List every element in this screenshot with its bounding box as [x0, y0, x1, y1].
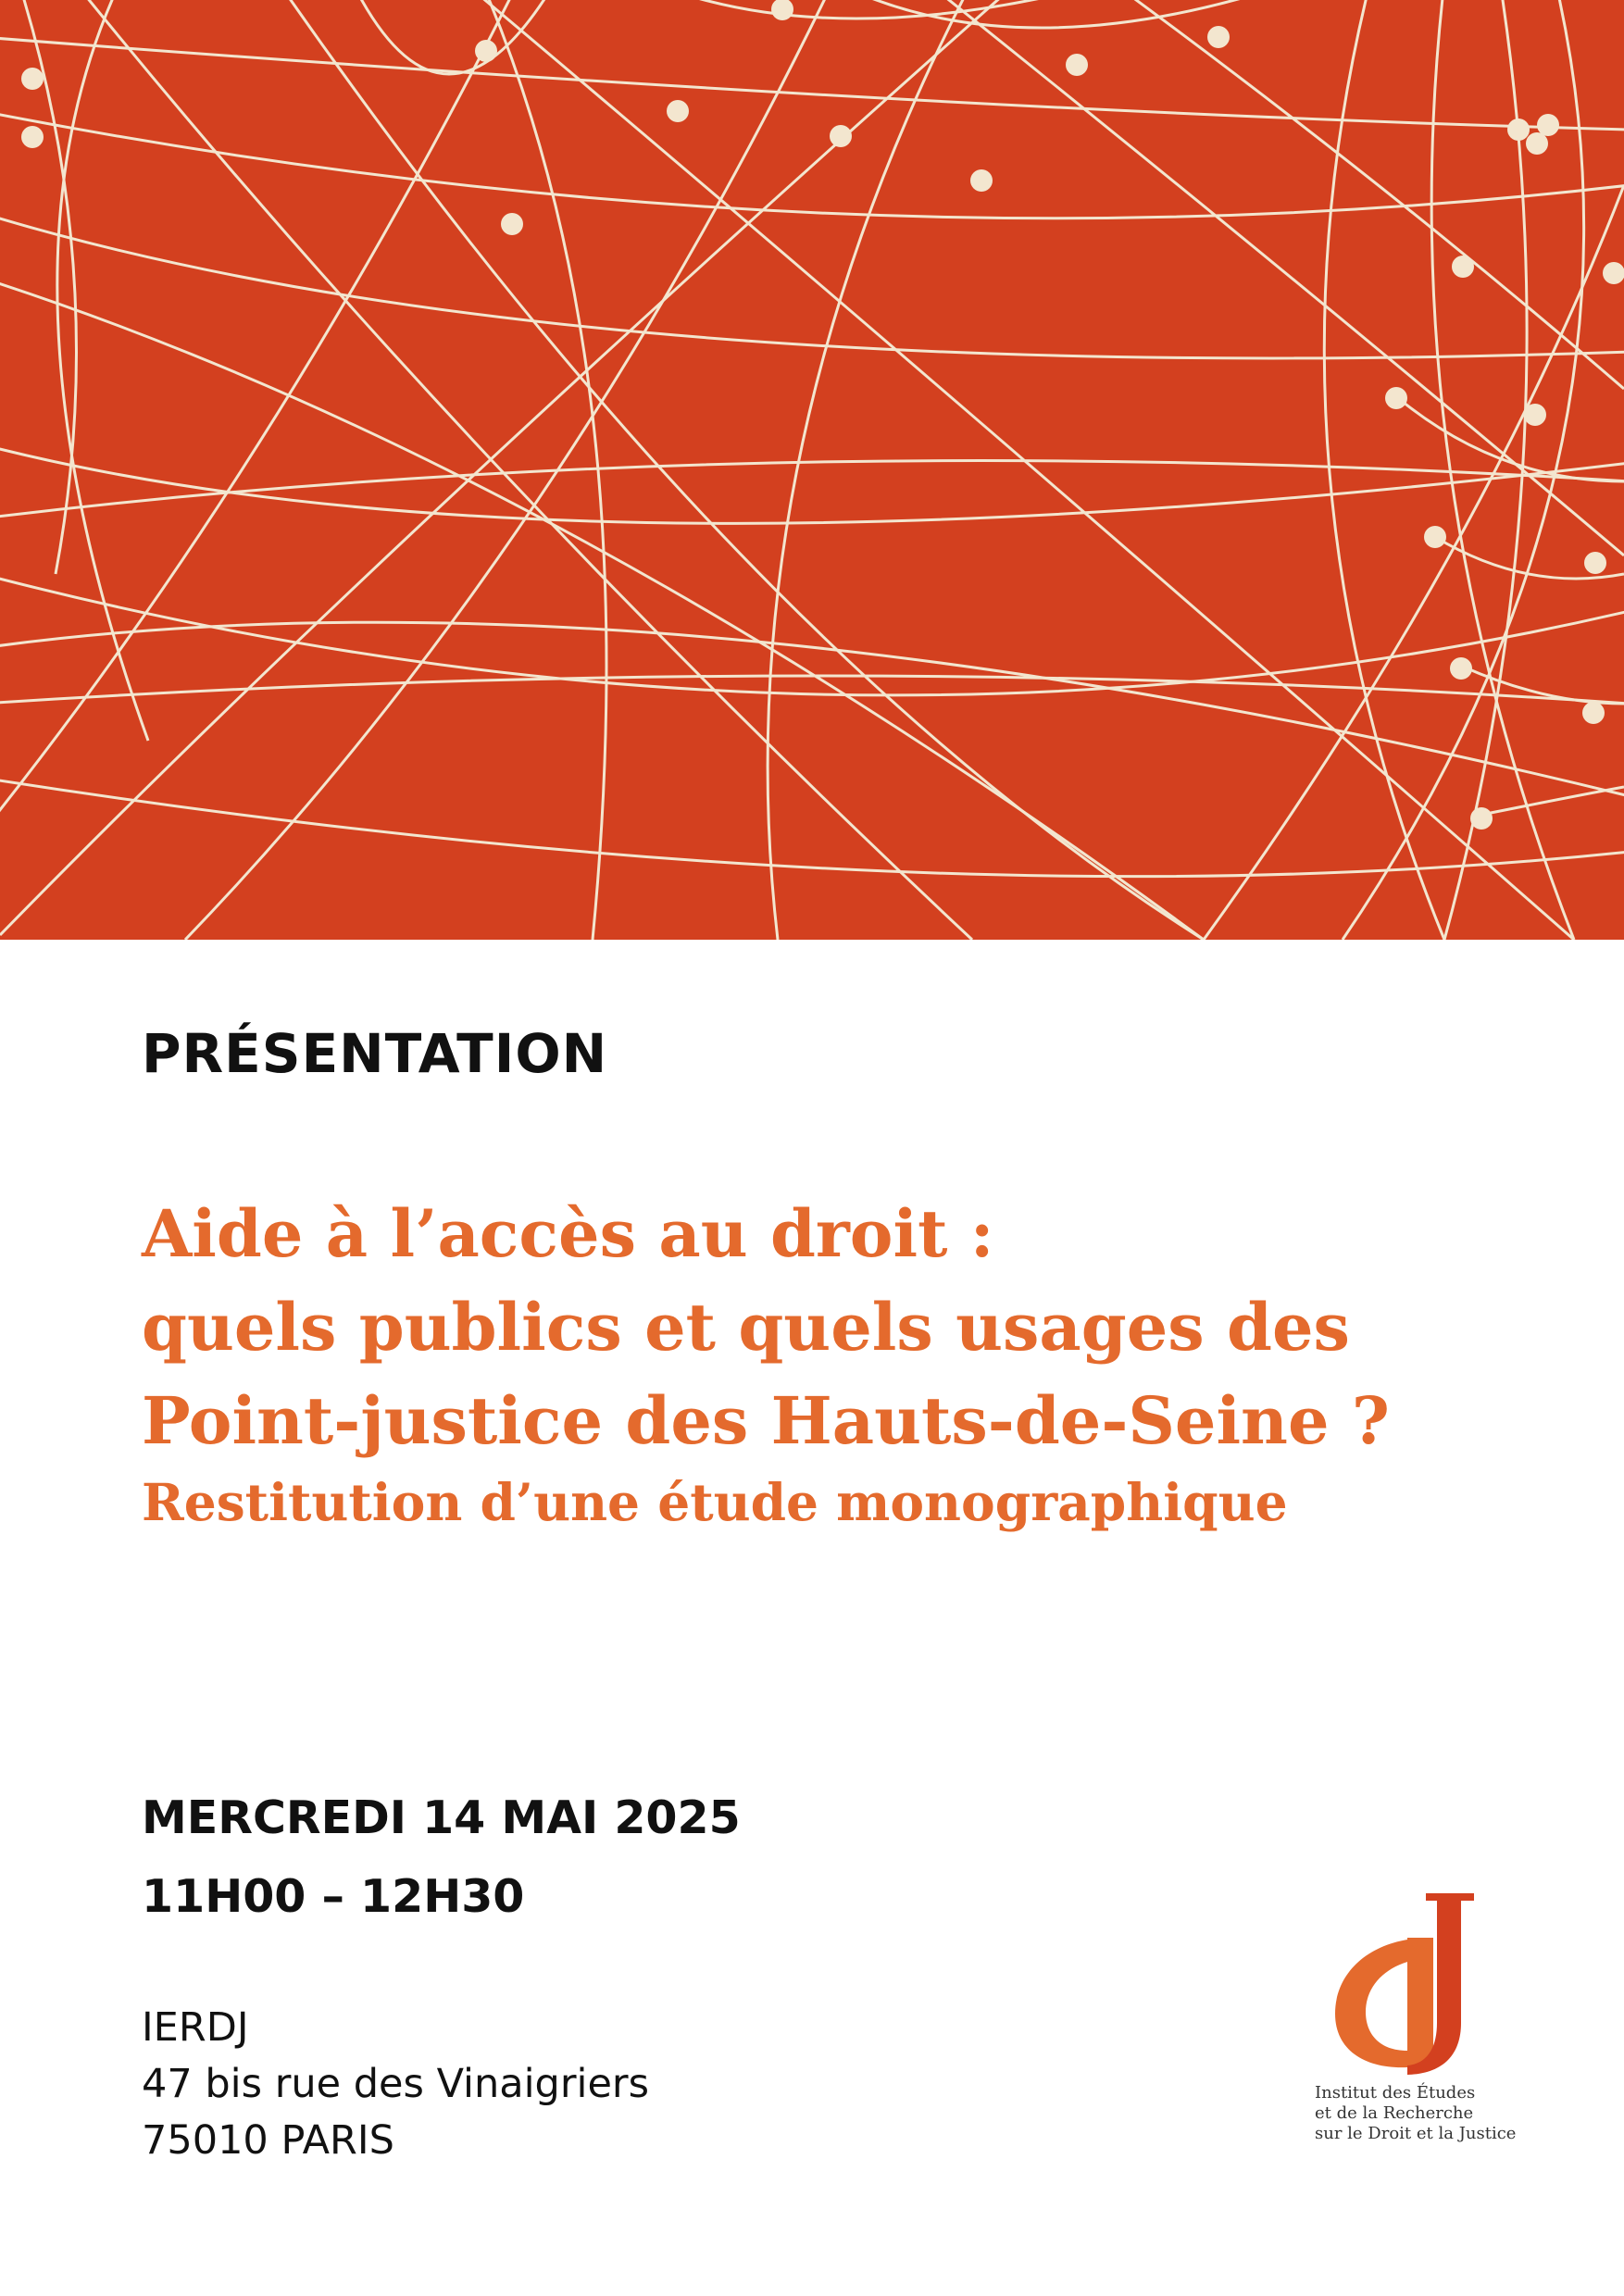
event-address: [142, 2000, 649, 2169]
address-line: 75010 PARIS: [142, 2117, 394, 2164]
title-line: Aide à l’accès au droit :: [142, 1195, 994, 1272]
event-date: MERCREDI 14 MAI 2025: [142, 1791, 741, 1844]
event-time: 11H00 – 12H30: [142, 1870, 525, 1923]
page-title: [142, 1187, 1512, 1467]
logo-caption: [1315, 2083, 1516, 2144]
kicker-label: PRÉSENTATION: [142, 1022, 608, 1085]
logo-caption-line: et de la Recherche: [1315, 2103, 1474, 2123]
page-subtitle: Restitution d’une étude monographique: [142, 1472, 1288, 1532]
network-lines-illustration: [0, 0, 1624, 940]
address-line: 47 bis rue des Vinaigriers: [142, 2061, 649, 2107]
title-line: Point-justice des Hauts-de-Seine ?: [142, 1382, 1390, 1459]
logo-caption-line: sur le Droit et la Justice: [1315, 2124, 1517, 2143]
address-line: IERDJ: [142, 2004, 249, 2051]
title-line: quels publics et quels usages des: [142, 1289, 1350, 1366]
ierdj-logo-icon: [1315, 1884, 1528, 2078]
logo-caption-line: Institut des Études: [1315, 2083, 1476, 2103]
banner: [0, 0, 1624, 940]
